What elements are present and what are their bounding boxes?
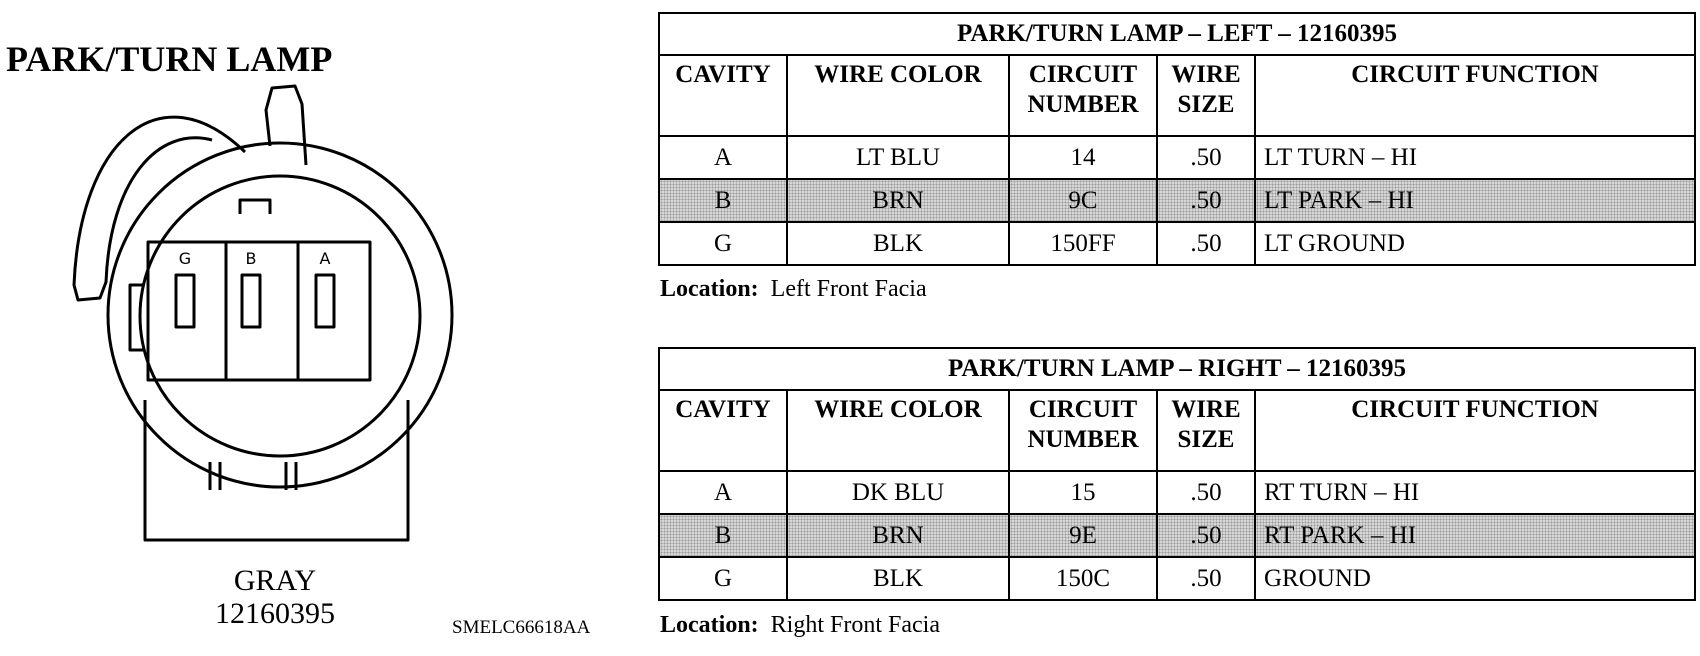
connector-housing-base — [145, 400, 408, 540]
col-wire-size: WIRE SIZE — [1157, 55, 1255, 136]
connector-inner-ring — [140, 176, 420, 456]
location-left: Location: Left Front Facia — [660, 276, 927, 302]
col-wire-color: WIRE COLOR — [787, 55, 1009, 136]
terminal-b — [242, 275, 260, 327]
col-cavity: CAVITY — [659, 390, 787, 471]
connector-diagram — [40, 70, 480, 550]
table-row: G BLK 150C .50 GROUND — [659, 557, 1695, 600]
connector-key-tab — [240, 200, 270, 214]
connector-latch — [266, 86, 306, 165]
terminal-a — [316, 275, 334, 327]
table-row: B BRN 9E .50 RT PARK – HI — [659, 514, 1695, 557]
col-circuit-function: CIRCUIT FUNCTION — [1255, 390, 1695, 471]
table-row: A LT BLU 14 .50 LT TURN – HI — [659, 136, 1695, 179]
col-circuit-function: CIRCUIT FUNCTION — [1255, 55, 1695, 136]
col-wire-size: WIRE SIZE — [1157, 390, 1255, 471]
col-circuit-number: CIRCUIT NUMBER — [1009, 55, 1157, 136]
pinout-table-left — [658, 12, 1696, 266]
pin-label-g: G — [178, 249, 192, 268]
table-row: A DK BLU 15 .50 RT TURN – HI — [659, 471, 1695, 514]
figure-id: SMELC66618AA — [452, 617, 591, 638]
pin-label-a: A — [319, 249, 331, 268]
connector-title: PARK/TURN LAMP — [6, 39, 333, 79]
table-row: G BLK 150FF .50 LT GROUND — [659, 222, 1695, 265]
table-row: B BRN 9C .50 LT PARK – HI — [659, 179, 1695, 222]
col-circuit-number: CIRCUIT NUMBER — [1009, 390, 1157, 471]
connector-color: GRAY — [233, 564, 317, 597]
table-title: PARK/TURN LAMP – LEFT – 12160395 — [659, 13, 1695, 55]
connector-part-number: 12160395 — [215, 597, 335, 630]
table-title: PARK/TURN LAMP – RIGHT – 12160395 — [659, 348, 1695, 390]
pin-label-b: B — [245, 249, 257, 268]
col-cavity: CAVITY — [659, 55, 787, 136]
location-right: Location: Right Front Facia — [660, 612, 940, 638]
connector-outer-ring — [108, 143, 452, 487]
pinout-table-right — [658, 347, 1696, 601]
terminal-g — [176, 275, 194, 327]
col-wire-color: WIRE COLOR — [787, 390, 1009, 471]
connector-lock-arm — [74, 117, 245, 300]
